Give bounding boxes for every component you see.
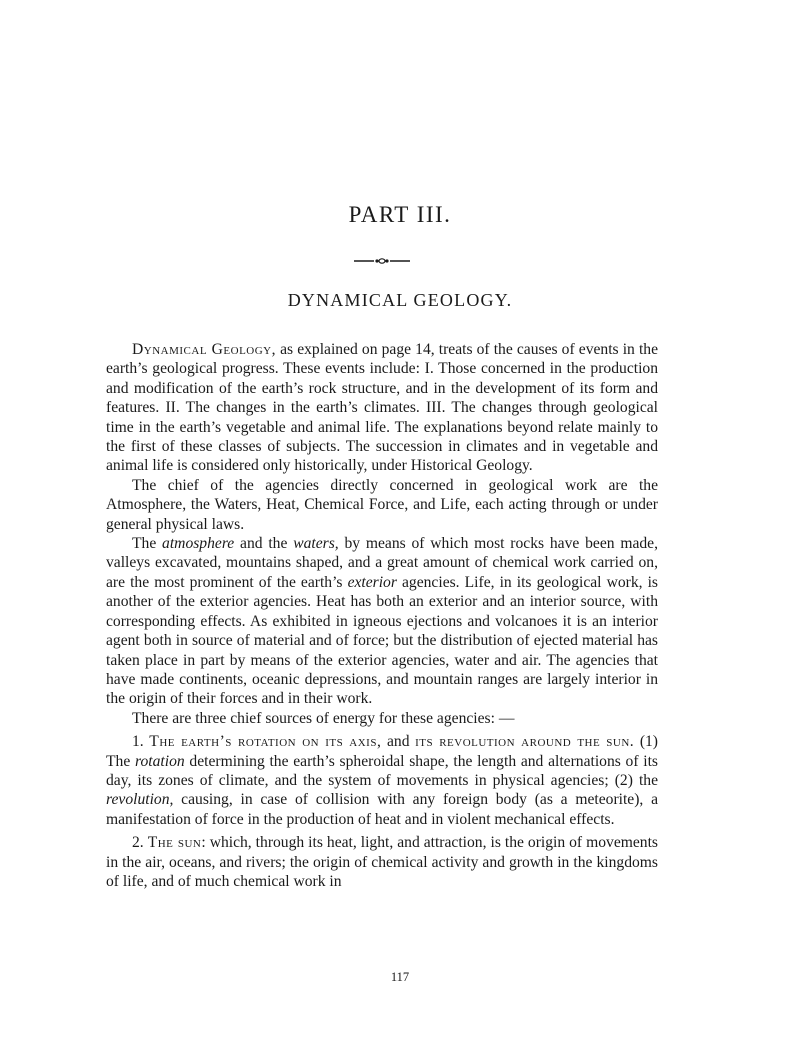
text-run: causing, in case of collision with any foreign body (as a meteorite), a manifestation of force in the production of heat and in violent mechanical effects. xyxy=(106,791,658,828)
item-number: 1. xyxy=(132,733,150,751)
text-run: and the xyxy=(234,535,294,553)
text-run: determining the earth’s spheroidal shape, the length and alternations of its day, its zones of climate, and the system of movements in physical agencies; (2) the xyxy=(106,752,658,789)
lead-term: Dynamical Geology, xyxy=(132,341,277,358)
paragraph-source-2 xyxy=(106,833,658,891)
body-text xyxy=(106,340,658,891)
section-title: DYNAMICAL GEOLOGY. xyxy=(287,290,513,310)
small-caps-heading: The earth’s rotation on its axis, xyxy=(149,733,382,751)
small-caps-heading: The sun xyxy=(147,834,202,852)
text-run: (1) The xyxy=(106,733,659,770)
emphasis: revolution, xyxy=(106,791,174,809)
text-run: agencies. Life, in its geological work, is another of the exterior agencies. Heat has both an exterior and an interior source, with corresponding effects. As exhibited in igneous ejections and volcanoes it is an interior agent both in source of material and of force; but the distribution of ejected material has taken place in part by means of the exterior agencies, water and air. The agencies that have made continents, oceanic depressions, and mountain ranges are largely interior in the origin of their forces and in their work. xyxy=(106,573,658,708)
paragraph-source-1 xyxy=(106,732,658,829)
text-run: by means of which most rocks have been made, valleys excavated, mountains shaped, and a great amount of chemical work carried on, are the most prominent of the earth’s xyxy=(106,535,658,591)
ornament-divider-icon xyxy=(352,255,412,267)
emphasis: waters, xyxy=(293,535,339,553)
part-title: PART III. xyxy=(348,202,452,227)
paragraph-sources: There are three chief sources of energy for these agencies: — xyxy=(132,709,515,727)
small-caps-heading: its revolution around the sun. xyxy=(415,733,635,751)
text-run: : which, through its heat, light, and attraction, is the origin of movements in the air, oceans, and rivers; the origin of chemical activity and growth in the kingdoms of life, and of much chemical work in xyxy=(106,834,659,890)
text-run: and xyxy=(381,733,416,751)
item-number: 2. xyxy=(132,834,148,852)
text-run: The xyxy=(132,535,163,553)
emphasis: rotation xyxy=(134,752,185,770)
emphasis: atmosphere xyxy=(162,535,235,553)
paragraph-text: as explained on page 14, treats of the causes of events in the earth’s geological progress. These events include: I. Those concerned in the production and modification of the earth’s rock structure, and in the development of its form and features. II. The changes in the earth’s climates. III. The changes through geological time in the earth’s vegetable and animal life. The explanations beyond relate mainly to the first of these classes of subjects. The succession in climates and in vegetable and animal life is considered only historically, under Historical Geology. xyxy=(106,341,658,475)
paragraph-exterior xyxy=(106,534,658,709)
paragraph-agencies: The chief of the agencies directly concerned in geological work are the Atmosphere, the Waters, Heat, Chemical Force, and Life, each acting through or under general physical laws. xyxy=(106,476,658,533)
emphasis: exterior xyxy=(347,573,397,591)
page-number: 117 xyxy=(390,970,410,984)
paragraph-intro xyxy=(106,340,658,476)
